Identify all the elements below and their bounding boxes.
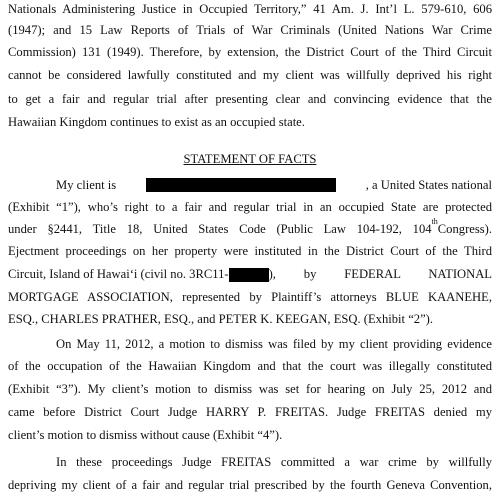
- text-line: depriving my client of a fair and regular trial prescribed by the fourth Geneva Convention,: [8, 478, 492, 492]
- text-line: (1947); and 15 Law Reports of Trials of War Criminals (United Nations War Crime: [8, 23, 492, 37]
- text-line: [56, 178, 492, 193]
- text-line: On May 11, 2012, a motion to dismiss was filed by my client providing evidence: [56, 337, 492, 351]
- text-fragment: Circuit, Island of Hawai‘i (civil no. 3RC11-: [8, 267, 229, 281]
- text-line: to get a fair and regular trial after presenting clear and convincing evidence that the: [8, 92, 492, 106]
- section-heading-text: STATEMENT OF FACTS: [183, 152, 317, 166]
- text-line: Commission) 131 (1949). Therefore, by extension, the District Court of the Third Circuit: [8, 45, 492, 59]
- text-line: cannot be considered lawfully constituted and my client was willfully deprived his right: [8, 68, 492, 82]
- text-fragment: ), by FEDERAL NATIONAL: [268, 267, 492, 281]
- redaction-box: [146, 178, 336, 192]
- text-line: Nationals Administering Justice in Occupied Territory,” 41 Am. J. Int’l L. 579-610, 606: [8, 2, 492, 16]
- redaction-box: [229, 268, 269, 282]
- text-line: In these proceedings Judge FREITAS committed a war crime by willfully: [56, 455, 492, 469]
- text-line: [8, 217, 492, 237]
- text-line: [8, 267, 492, 282]
- text-line: (Exhibit “3”). My client’s motion to dismiss was set for hearing on July 25, 2012 and: [8, 382, 492, 396]
- text-line: of the occupation of the Hawaiian Kingdom and that the court was illegally constituted: [8, 359, 492, 373]
- section-heading: [0, 152, 500, 167]
- text-fragment: under §2441, Title 18, United States Code (Public Law 104-192, 104: [8, 222, 432, 236]
- text-fragment: My client is: [56, 178, 117, 192]
- superscript: th: [431, 217, 438, 226]
- text-line: came before District Court Judge HARRY P. FREITAS. Judge FREITAS denied my: [8, 405, 492, 419]
- text-line: client’s motion to dismiss without cause (Exhibit “4”).: [8, 428, 283, 442]
- text-fragment: , a United States national: [365, 178, 492, 192]
- text-line: (Exhibit “1”), who’s right to a fair and regular trial in an occupied State are protected: [8, 200, 492, 214]
- text-line: Hawaiian Kingdom continues to exist as an occupied state.: [8, 115, 305, 129]
- text-line: Ejectment proceedings on her property were instituted in the District Court of the Third: [8, 244, 492, 258]
- text-line: ESQ., CHARLES PRATHER, ESQ., and PETER K. KEEGAN, ESQ. (Exhibit “2”).: [8, 312, 434, 326]
- text-fragment: Congress).: [437, 222, 492, 236]
- text-line: MORTGAGE ASSOCIATION, represented by Plaintiff’s attorneys BLUE KAANEHE,: [8, 290, 492, 304]
